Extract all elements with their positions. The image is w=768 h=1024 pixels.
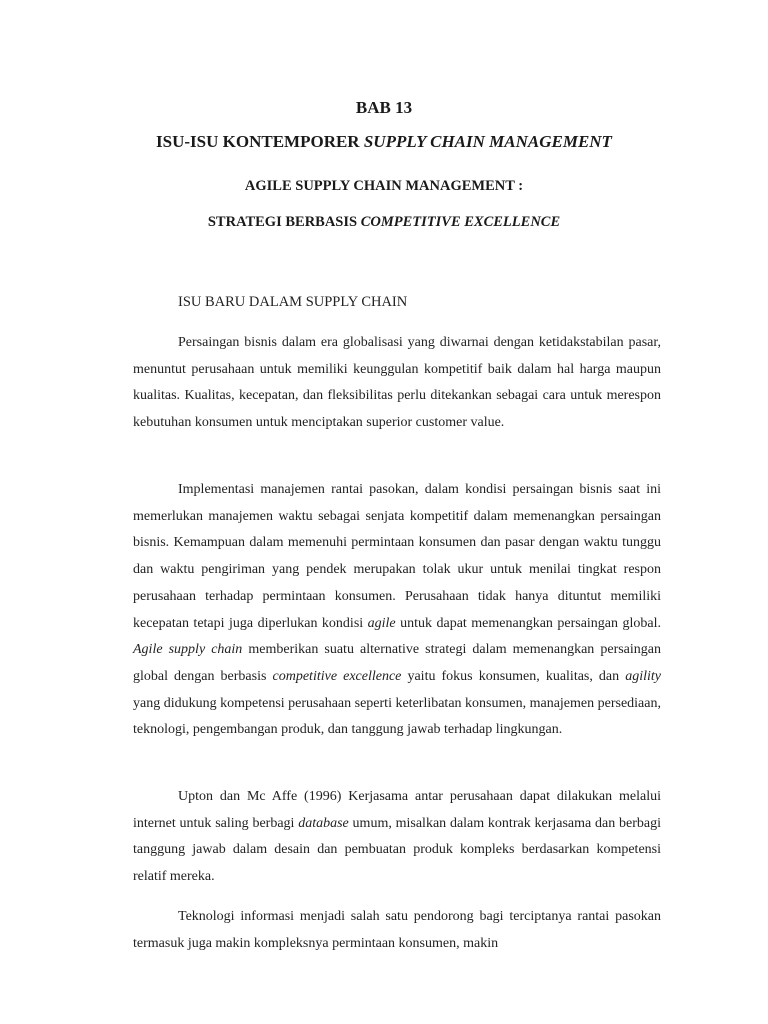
subtitle-line-1: AGILE SUPPLY CHAIN MANAGEMENT : — [244, 178, 524, 194]
section-title: ISU BARU DALAM SUPPLY CHAIN — [178, 294, 408, 310]
paragraph-2-term-agile-supply-chain: Agile supply chain — [133, 642, 243, 658]
paragraph-2-term-competitive-excellence: competitive excellence — [272, 668, 402, 684]
paragraph-2-term-agility: agility — [625, 668, 661, 684]
paragraph-4 — [133, 904, 661, 1010]
chapter-title-italic: SUPPLY CHAIN MANAGEMENT — [363, 132, 612, 151]
paragraph-3-text: umum, misalkan dalam kontrak kerjasama dan berbagi tanggung jawab dalam desain dan pembuatan produk kompleks berdasarkan kompetensi relatif mereka. — [133, 815, 661, 885]
paragraph-2-text: yang didukung kompetensi perusahaan seperti keterlibatan konsumen, manajemen persediaan, teknologi, pengembangan produk, dan tanggung jawab terhadap lingkungan. — [133, 695, 661, 738]
subtitle-2-italic: COMPETITIVE EXCELLENCE — [360, 214, 561, 230]
paragraph-2 — [133, 477, 661, 744]
chapter-number: BAB 13 — [355, 98, 413, 117]
paragraph-2-text: yaitu fokus konsumen, kualitas, dan — [401, 668, 626, 684]
paragraph-2-text: Implementasi manajemen rantai pasokan, dalam kondisi persaingan bisnis saat ini memerlukan manajemen waktu sebagai senjata kompetitif dalam memenangkan persaingan bisnis. Kemampuan dalam memenuhi permintaan konsumen dan pasar dengan waktu tunggu dan waktu pengiriman yang pendek merupakan tolak ukur untuk menilai tingkat respon perusahaan terhadap permintaan konsumen. Perusahaan tidak hanya dituntut memiliki kecepatan tetapi juga diperlukan kondisi — [133, 482, 661, 631]
paragraph-3 — [133, 784, 661, 891]
chapter-title — [0, 132, 768, 152]
paragraph-1-text: Persaingan bisnis dalam era globalisasi yang diwarnai dengan ketidakstabilan pasar, menuntut perusahaan untuk memiliki keunggulan kompetitif baik dalam hal harga maupun kualitas. Kualitas, kecepatan, dan fleksibilitas perlu ditekankan sebagai cara untuk merespon kebutuhan konsumen untuk menciptakan superior customer value. — [133, 335, 661, 431]
paragraph-2-text: untuk dapat memenangkan persaingan global. — [395, 615, 661, 631]
paragraph-2-text: memberikan suatu alternative strategi dalam memenangkan persaingan global dengan berbasis — [133, 642, 661, 684]
paragraph-3-text: Upton dan Mc Affe (1996) Kerjasama antar perusahaan dapat dilakukan melalui internet untuk saling berbagi — [133, 789, 661, 831]
chapter-title-plain: ISU-ISU KONTEMPORER — [156, 132, 364, 151]
subtitle-2-plain: STRATEGI BERBASIS — [207, 214, 361, 230]
paragraph-1 — [133, 330, 661, 437]
paragraph-3-term-database: database — [298, 815, 349, 831]
subtitle-line-2 — [0, 214, 768, 231]
paragraph-2-term-agile: agile — [367, 615, 396, 631]
paragraph-4-text: Teknologi informasi menjadi salah satu pendorong bagi terciptanya rantai pasokan termasuk juga makin kompleksnya permintaan konsumen, makin — [133, 909, 661, 951]
